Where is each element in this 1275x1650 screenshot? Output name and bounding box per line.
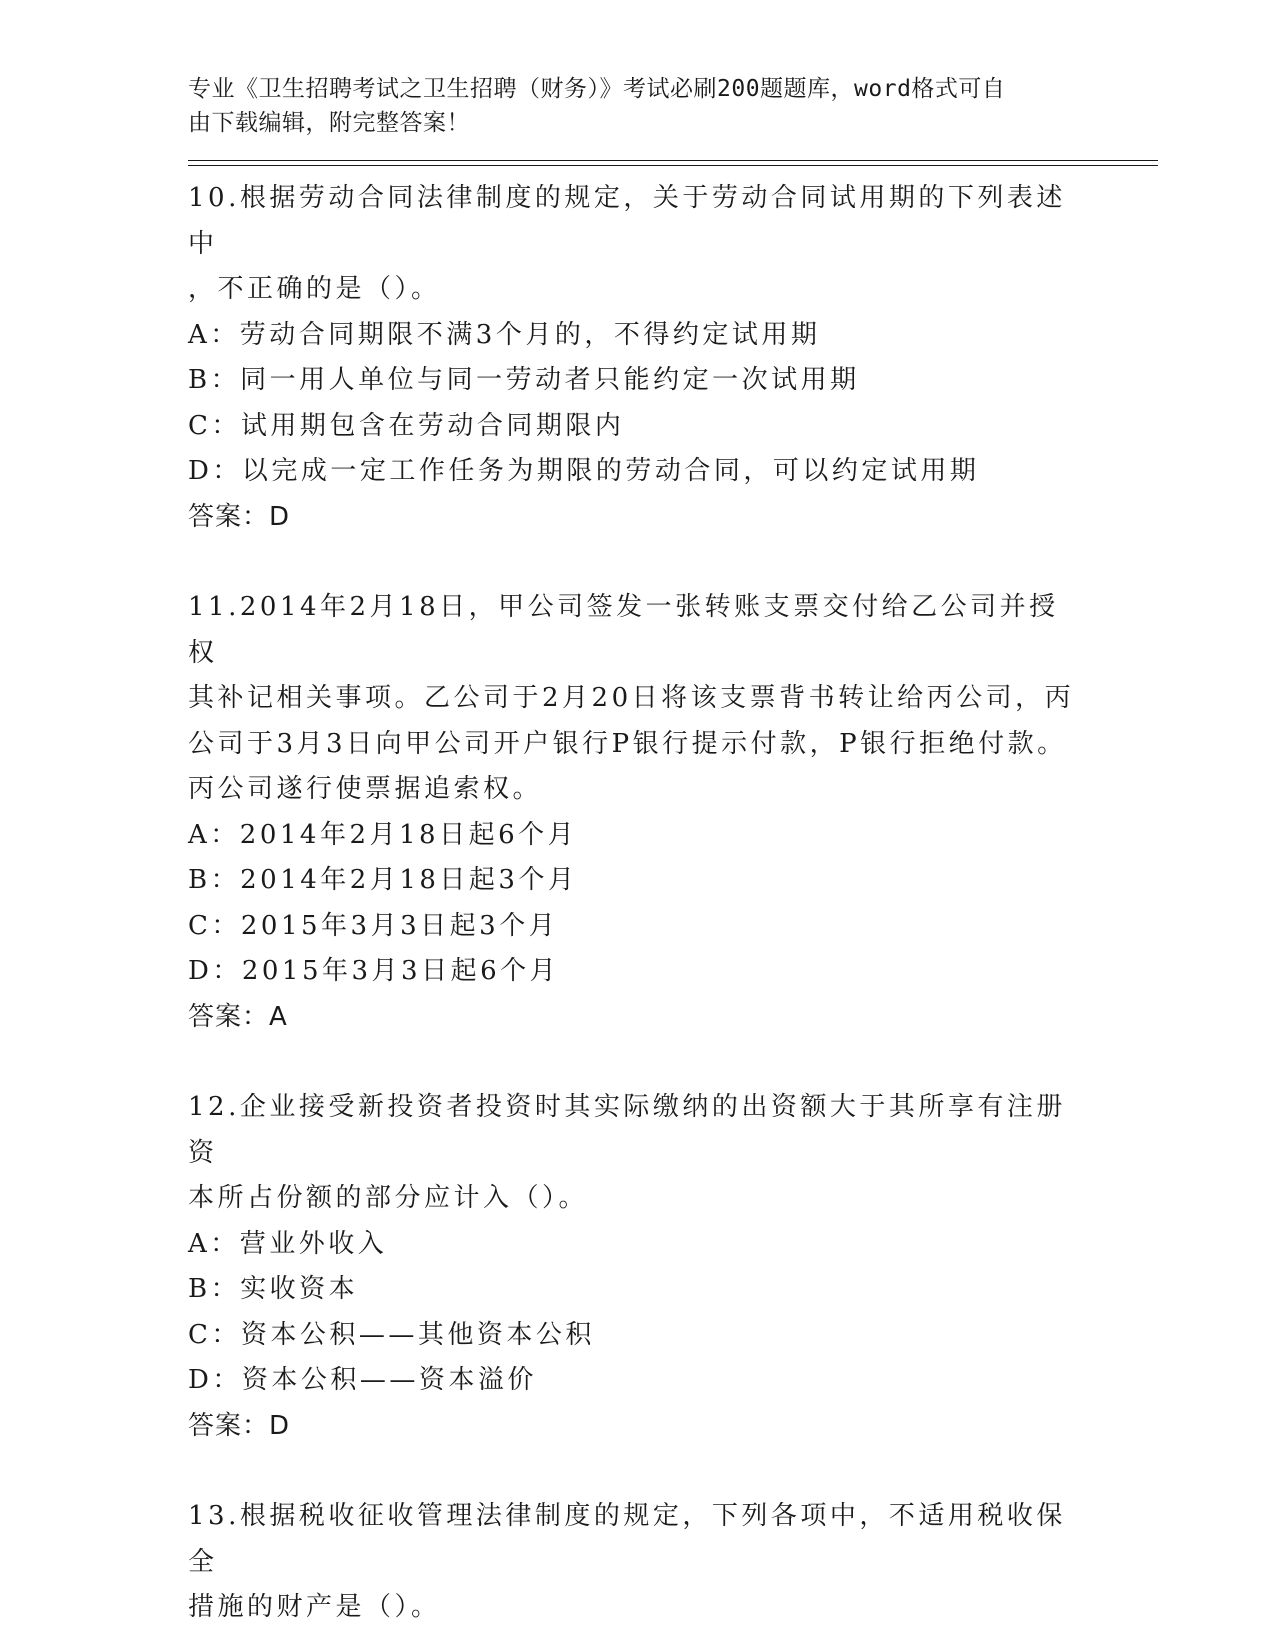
question-block <box>188 585 1158 1040</box>
question-list <box>188 176 1158 1631</box>
answer-option: C：资本公积——其他资本公积 <box>188 1319 595 1350</box>
question-block <box>188 1494 1158 1631</box>
question-stem-line: 丙公司遂行使票据追索权。 <box>188 774 543 804</box>
question-stem-line: ，不正确的是（）。 <box>188 274 441 304</box>
question-stem-line: 本所占份额的部分应计入（）。 <box>188 1183 589 1213</box>
header-divider <box>188 160 1158 166</box>
answer-option: B：2014年2月18日起3个月 <box>188 865 578 895</box>
answer-option: A：劳动合同期限不满3个月的，不得约定试用期 <box>188 319 821 350</box>
question-stem-line: 13.根据税收征收管理法律制度的规定，下列各项中，不适用税收保全 <box>188 1501 1066 1577</box>
answer-key: 答案：A <box>188 1001 288 1032</box>
question-stem-line: 10.根据劳动合同法律制度的规定，关于劳动合同试用期的下列表述中 <box>188 183 1066 259</box>
answer-option: D：2015年3月3日起6个月 <box>188 956 560 986</box>
question-stem-line: 公司于3月3日向甲公司开户银行P银行提示付款，P银行拒绝付款。 <box>188 728 1067 759</box>
document-header <box>188 72 1078 140</box>
answer-option: B：同一用人单位与同一劳动者只能约定一次试用期 <box>188 365 860 395</box>
answer-option: A：营业外收入 <box>188 1228 388 1259</box>
answer-option: C：试用期包含在劳动合同期限内 <box>188 410 625 441</box>
answer-option: D：资本公积——资本溢价 <box>188 1365 537 1395</box>
answer-option: A：2014年2月18日起6个月 <box>188 819 578 850</box>
question-stem-line: 其补记相关事项。乙公司于2月20日将该支票背书转让给丙公司，丙 <box>188 683 1075 713</box>
question-stem-line: 11.2014年2月18日，甲公司签发一张转账支票交付给乙公司并授权 <box>188 592 1059 668</box>
answer-key: 答案：D <box>188 1410 291 1441</box>
answer-option: B：实收资本 <box>188 1274 359 1304</box>
document-page <box>188 72 1158 1631</box>
answer-key: 答案：D <box>188 501 291 532</box>
answer-option: C：2015年3月3日起3个月 <box>188 910 559 941</box>
question-block <box>188 176 1158 540</box>
question-stem-line: 措施的财产是（）。 <box>188 1592 441 1622</box>
question-block <box>188 1085 1158 1449</box>
answer-option: D：以完成一定工作任务为期限的劳动合同，可以约定试用期 <box>188 456 980 486</box>
header-line: 专业《卫生招聘考试之卫生招聘（财务）》考试必刷200题题库，word格式可自 <box>188 76 1006 102</box>
header-line: 由下载编辑，附完整答案！ <box>188 110 470 136</box>
question-stem-line: 12.企业接受新投资者投资时其实际缴纳的出资额大于其所享有注册资 <box>188 1092 1066 1168</box>
